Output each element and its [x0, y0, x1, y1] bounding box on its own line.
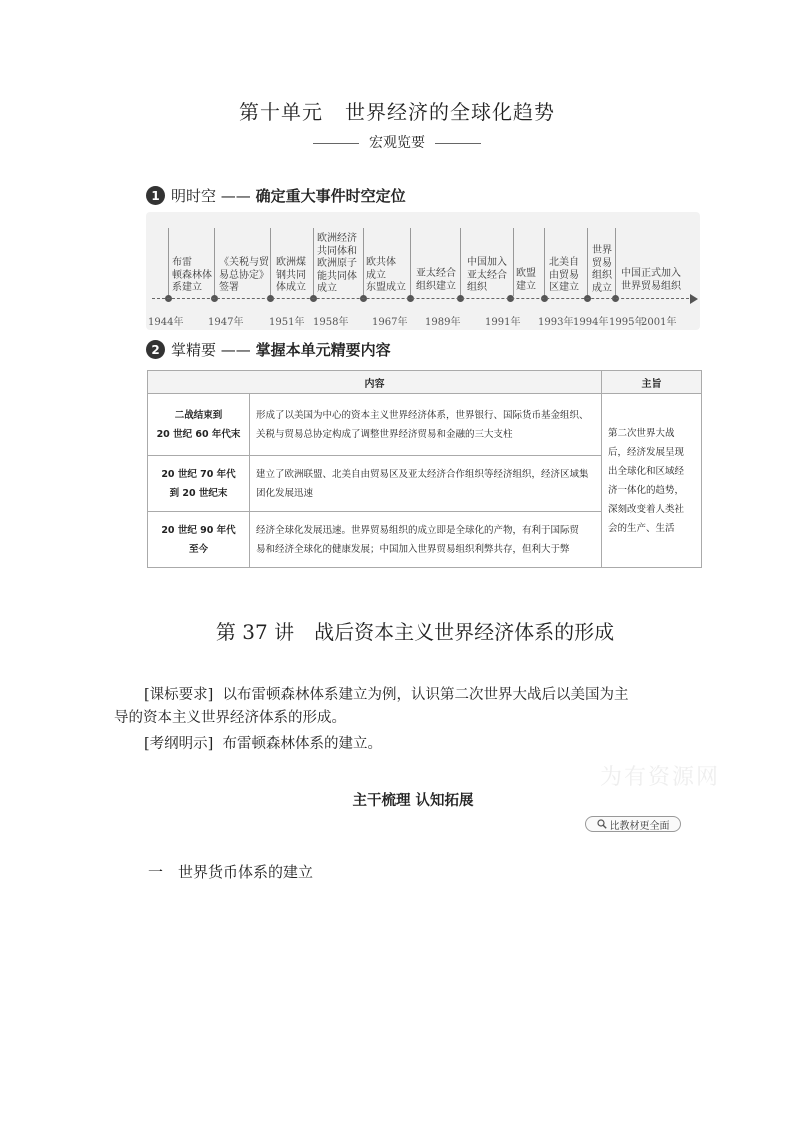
timeline-event-line: 亚太经合	[467, 269, 507, 281]
timeline-event	[219, 257, 269, 295]
timeline-separator	[460, 228, 461, 296]
timeline-event	[416, 268, 456, 293]
timeline-event-line: 共同体和	[317, 245, 357, 257]
section-2-desc: 掌握本单元精要内容	[255, 341, 391, 359]
timeline-arrow-icon	[690, 294, 698, 304]
outline-label: [考纲明示]	[144, 736, 214, 752]
timeline-event	[516, 268, 536, 293]
period-line: 20 世纪 60 年代末	[156, 428, 241, 440]
divider-right	[435, 143, 481, 144]
unit-name: 世界经济的全球化趋势	[345, 100, 555, 124]
compare-textbook-tag	[585, 816, 681, 832]
timeline-event-line: 签署	[219, 282, 239, 293]
timeline-event-line: 成立	[592, 282, 612, 294]
content-line: 建立了欧洲联盟、北美自由贸易区及亚太经济合作组织等经济组织，经济区域集	[256, 468, 589, 480]
timeline-event-line: 成立	[366, 269, 386, 281]
period-line: 20 世纪 90 年代	[161, 524, 236, 536]
timeline-separator	[363, 228, 364, 296]
requirement-text: 以布雷顿森林体系建立为例，认识第二次世界大战后以美国为主	[222, 687, 629, 703]
main-heading: 主干梳理 认知拓展	[352, 792, 474, 809]
number-1-badge: 1	[146, 186, 165, 205]
timeline-event-line: 欧洲经济	[317, 233, 357, 244]
timeline-event-line: 组织	[467, 282, 487, 293]
timeline-separator	[168, 228, 169, 296]
timeline-event-line: 建立	[516, 280, 536, 292]
content-line: 关税与贸易总协定构成了调整世界经济贸易和金融的三大支柱	[256, 428, 513, 440]
timeline-year: 1991年	[485, 317, 521, 328]
period-line: 至今	[188, 543, 208, 555]
period-line: 到 20 世纪末	[169, 487, 228, 499]
timeline-event-line: 布雷	[172, 257, 192, 268]
timeline-year: 1994年	[573, 317, 609, 328]
section-1-desc: 确定重大事件时空定位	[255, 187, 406, 205]
timeline-event-line: 北美自	[549, 257, 579, 268]
summary-table	[147, 370, 702, 568]
timeline-event-line: 组织建立	[416, 280, 456, 292]
curriculum-requirement-cont: 导的资本主义世界经济体系的形成。	[114, 710, 346, 726]
timeline-event-line: 东盟成立	[366, 282, 406, 293]
outline-text: 布雷顿森林体系的建立。	[222, 736, 383, 752]
section-1-heading	[146, 185, 406, 206]
content-line: 形成了以美国为中心的资本主义世界经济体系，世界银行、国际货币基金组织、	[256, 409, 589, 421]
timeline-event-line: 欧共体	[366, 257, 396, 268]
timeline-separator	[587, 228, 588, 296]
timeline-event-line: 区建立	[549, 282, 579, 293]
content-cell	[250, 456, 602, 512]
timeline-event-line: 能共同体	[317, 270, 357, 282]
timeline-event	[366, 257, 406, 295]
search-icon	[597, 819, 607, 829]
theme-line: 深刻改变着人类社	[608, 503, 685, 515]
tag-label: 比教材更全面	[609, 820, 670, 832]
timeline-event-line: 组织	[592, 270, 612, 281]
watermark: 为有资源网	[600, 765, 721, 790]
period-cell	[148, 512, 250, 568]
timeline-year: 1995年	[609, 317, 645, 328]
timeline-year: 1947年	[208, 317, 244, 328]
section-1-dash: ——	[220, 186, 251, 205]
timeline-separator	[615, 228, 616, 296]
timeline-year: 2001年	[641, 317, 677, 328]
timeline-event-line: 贸易	[592, 257, 612, 269]
timeline-event-line: 体成立	[276, 282, 306, 293]
requirement-label: [课标要求]	[144, 687, 214, 703]
table-header-row	[148, 371, 702, 394]
section-2-dash: ——	[220, 340, 251, 359]
table-row	[148, 394, 702, 456]
theme-cell	[602, 394, 702, 568]
theme-line: 第二次世界大战	[608, 427, 675, 439]
timeline-event-line: 世界	[592, 245, 612, 256]
exam-outline	[114, 733, 694, 756]
period-cell	[148, 456, 250, 512]
period-cell	[148, 394, 250, 456]
timeline-event-line: 成立	[317, 283, 337, 294]
timeline-event-line: 中国加入	[467, 257, 507, 268]
timeline-separator	[214, 228, 215, 296]
timeline-year: 1944年	[148, 317, 184, 328]
timeline-year: 1958年	[313, 317, 349, 328]
section-heading: 一 世界货币体系的建立	[148, 863, 314, 881]
content-line: 团化发展迅速	[256, 487, 314, 499]
subtitle-text: 宏观览要	[369, 135, 425, 151]
timeline-separator	[313, 228, 314, 296]
timeline-event	[467, 257, 507, 295]
timeline-event-line: 系建立	[172, 282, 202, 293]
timeline-year: 1989年	[425, 317, 461, 328]
timeline-event-line: 顿森林体	[172, 269, 212, 281]
content-cell	[250, 394, 602, 456]
section-2-heading	[146, 339, 391, 360]
content-cell	[250, 512, 602, 568]
timeline-event	[276, 257, 306, 295]
timeline-separator	[410, 228, 411, 296]
theme-line: 济一体化的趋势，	[608, 484, 685, 496]
timeline-year: 1993年	[538, 317, 574, 328]
timeline-separator	[270, 228, 271, 296]
timeline-year: 1951年	[269, 317, 305, 328]
curriculum-requirement	[114, 684, 694, 707]
header-content: 内容	[148, 371, 602, 394]
theme-line: 后，经济发展呈现	[608, 446, 685, 458]
timeline-separator	[513, 228, 514, 296]
unit-subtitle	[0, 132, 794, 152]
timeline-event	[549, 257, 579, 295]
number-2-badge: 2	[146, 340, 165, 359]
content-line: 易和经济全球化的健康发展；中国加入世界贸易组织利弊共存，但利大于弊	[256, 543, 570, 555]
theme-line: 会的生产、生活	[608, 522, 675, 534]
unit-title	[0, 96, 794, 125]
timeline-event-line: 欧洲煤	[276, 257, 306, 268]
timeline-event-line: 欧洲原子	[317, 258, 357, 269]
timeline-separator	[544, 228, 545, 296]
header-theme: 主旨	[602, 371, 702, 394]
theme-line: 出全球化和区域经	[608, 465, 685, 477]
lesson-title: 第 37 讲 战后资本主义世界经济体系的形成	[215, 620, 615, 644]
timeline-event-line: 《关税与贸	[219, 257, 269, 268]
content-line: 经济全球化发展迅速。世界贸易组织的成立即是全球化的产物，有利于国际贸	[256, 524, 580, 536]
timeline-year: 1967年	[372, 317, 408, 328]
timeline-event	[621, 268, 681, 293]
timeline-event	[592, 245, 612, 295]
period-line: 二战结束到	[174, 409, 223, 421]
timeline-event-line: 由贸易	[549, 269, 579, 281]
timeline-event	[172, 257, 212, 295]
section-2-name: 掌精要	[171, 341, 217, 359]
timeline-event-line: 易总协定》	[219, 269, 269, 281]
period-line: 20 世纪 70 年代	[161, 468, 236, 480]
unit-number: 第十单元	[239, 100, 323, 124]
timeline-event-line: 中国正式加入	[621, 268, 681, 279]
timeline-event-line: 世界贸易组织	[621, 280, 681, 292]
section-1-name: 明时空	[171, 187, 217, 205]
timeline-event-line: 钢共同	[276, 269, 306, 281]
timeline-event	[317, 233, 357, 296]
divider-left	[313, 143, 359, 144]
timeline-axis	[152, 298, 694, 299]
timeline-event-line: 亚太经合	[416, 268, 456, 279]
timeline-event-line: 欧盟	[516, 268, 536, 279]
